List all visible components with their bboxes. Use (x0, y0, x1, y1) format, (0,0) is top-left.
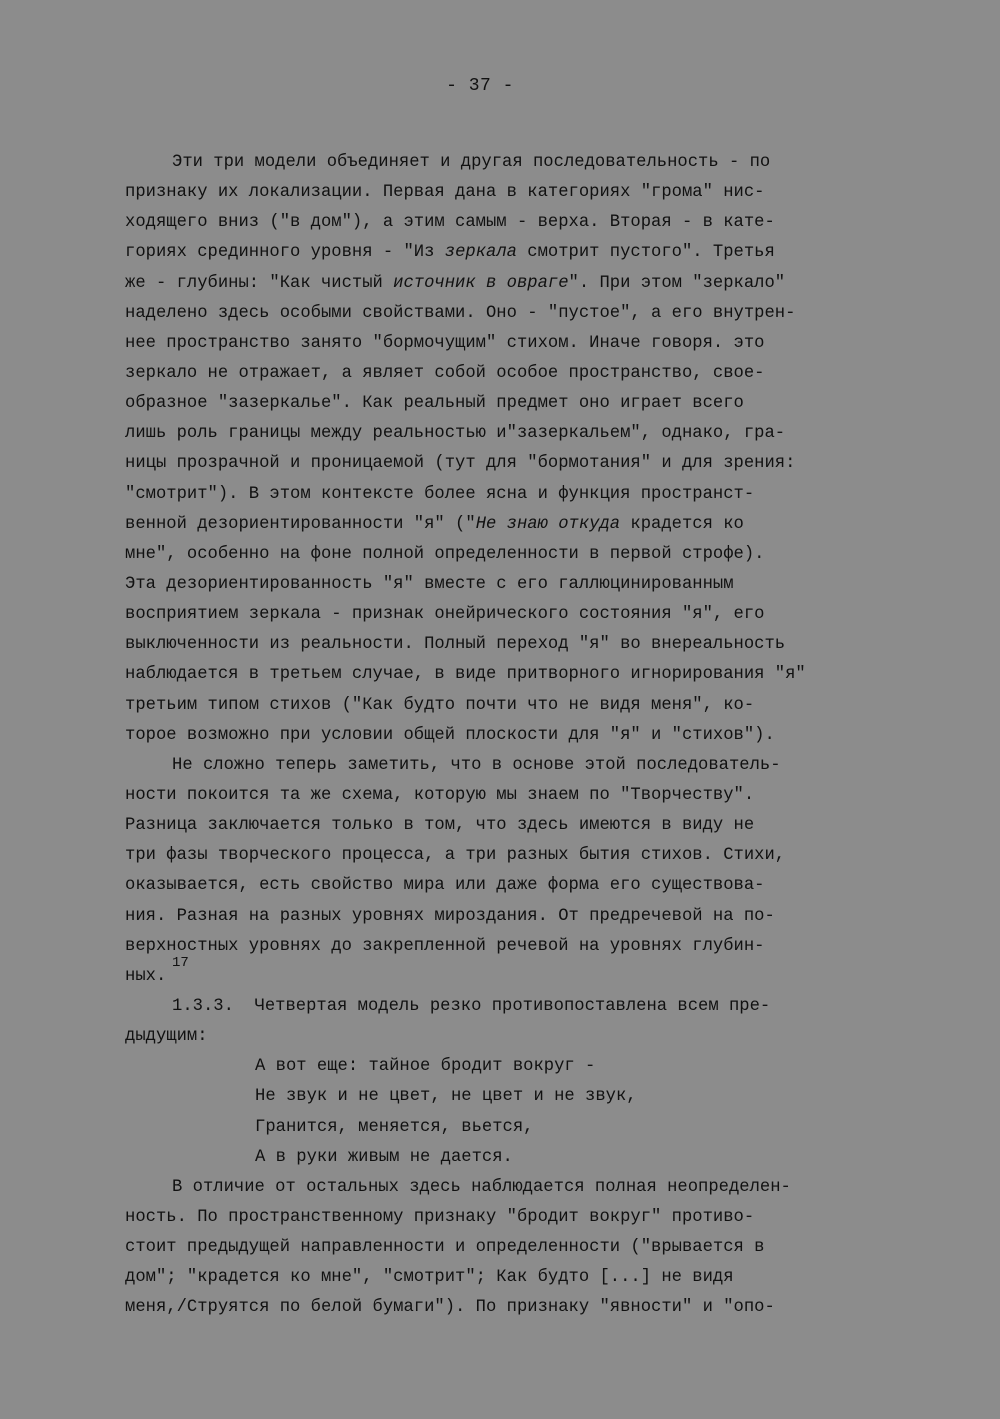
text-line: ность. По пространственному признаку "бродит вокруг" противо- (125, 1207, 755, 1227)
italic-quote: источник в овраге (393, 273, 569, 293)
text-line: дыдущим: (125, 1027, 208, 1047)
text-line: третьим типом стихов ("Как будто почти что не видя меня", ко- (125, 695, 755, 715)
text-line: Эта дезориентированность "я" вместе с его галлюцинированным (125, 574, 734, 594)
page-number: - 37 - (446, 76, 514, 96)
text-segment: смотрит пустого". Третья (516, 243, 775, 263)
poem-line: Гранится, меняется, вьется, (255, 1117, 534, 1137)
text-line: мне", особенно на фоне полной определенности в первой строфе). (125, 544, 765, 564)
text-segment: ". При этом "зеркало" (568, 273, 786, 293)
text-line: признаку их локализации. Первая дана в категориях "грома" нис- (125, 183, 765, 203)
text-line: Разница заключается только в том, что здесь имеются в виду не (125, 816, 755, 836)
text-line: стоит предыдущей направленности и определенности ("врывается в (125, 1238, 765, 1258)
text-line: выключенности из реальности. Полный переход "я" во внереальность (125, 635, 786, 655)
document-body (125, 148, 925, 1323)
text-line: "смотрит"). В этом контексте более ясна и функция пространст- (125, 484, 755, 504)
text-line: Эти три модели объединяет и другая последовательность - по (172, 153, 771, 172)
text-line: наблюдается в третьем случае, в виде притворного игнорирования "я" (125, 665, 806, 685)
text-line (125, 238, 925, 268)
text-line: нее пространство занято "бормочущим" стихом. Иначе говоря. это (125, 333, 765, 353)
text-line (125, 269, 925, 299)
text-line: образное "зазеркалье". Как реальный предмет оно играет всего (125, 394, 744, 414)
text-line: Не сложно теперь заметить, что в основе этой последователь- (172, 755, 781, 775)
poem-line: А вот еще: тайное бродит вокруг - (255, 1057, 596, 1077)
text-segment: же - глубины: "Как чистый (125, 273, 394, 293)
text-segment: венной дезориентированности "я" (" (125, 514, 476, 534)
text-line: ния. Разная на разных уровнях мироздания. От предречевой на по- (125, 906, 775, 926)
text-line: лишь роль границы между реальностью и"зазеркальем", однако, гра- (125, 424, 786, 444)
italic-quote: зеркала (444, 243, 517, 263)
poem-line: Не звук и не цвет, не цвет и не звук, (255, 1087, 637, 1107)
section-heading-line: 1.3.3. Четвертая модель резко противопоставлена всем пре- (172, 996, 771, 1016)
footnote-reference: 17 (172, 954, 189, 971)
text-line: В отличие от остальных здесь наблюдается полная неопределен- (172, 1177, 791, 1197)
text-line: три фазы творческого процесса, а три разных бытия стихов. Стихи, (125, 846, 786, 866)
text-segment: ных. (125, 966, 167, 986)
italic-quote: Не знаю откуда (475, 514, 621, 534)
text-line: ности покоится та же схема, которую мы знаем по "Творчеству". (125, 785, 755, 805)
text-line: оказывается, есть свойство мира или даже форма его существова- (125, 876, 765, 896)
text-line: торое возможно при условии общей плоскости для "я" и "стихов"). (125, 725, 775, 745)
text-segment: крадется ко (620, 514, 744, 534)
text-segment: гориях срединного уровня - "Из (125, 243, 445, 263)
text-line: меня,/Струятся по белой бумаги"). По признаку "явности" и "опо- (125, 1298, 775, 1318)
text-line: ницы прозрачной и проницаемой (тут для "бормотания" и для зрения: (125, 454, 796, 474)
text-line: восприятием зеркала - признак онейрического состояния "я", его (125, 605, 765, 625)
text-line: ходящего вниз ("в дом"), а этим самым - верха. Вторая - в кате- (125, 213, 775, 233)
text-line: верхностных уровнях до закрепленной речевой на уровнях глубин- (125, 936, 765, 956)
text-line (125, 954, 925, 992)
text-line: дом"; "крадется ко мне", "смотрит"; Как будто [...] не видя (125, 1268, 734, 1288)
poem-line: А в руки живым не дается. (255, 1147, 513, 1167)
text-line: наделено здесь особыми свойствами. Оно - "пустое", а его внутрен- (125, 303, 796, 323)
text-line: зеркало не отражает, а являет собой особое пространство, свое- (125, 363, 765, 383)
text-line (125, 510, 925, 540)
